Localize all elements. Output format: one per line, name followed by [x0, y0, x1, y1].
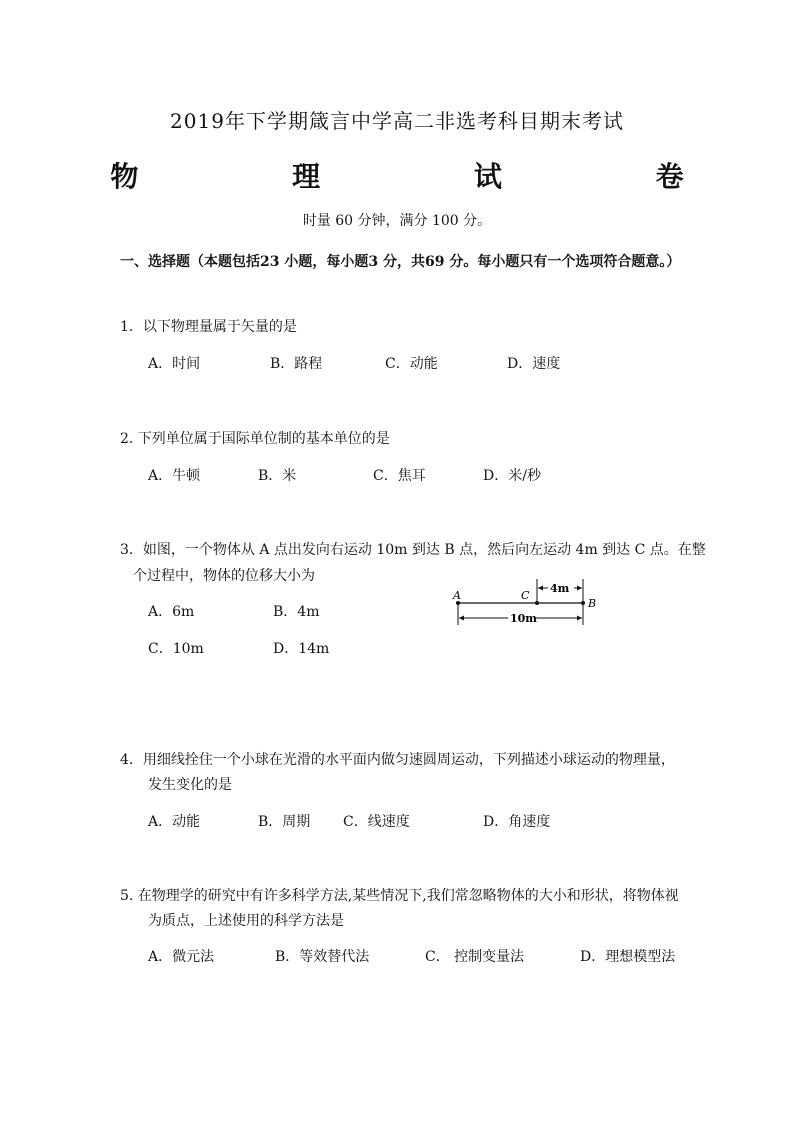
question-2-stem: 2. 下列单位属于国际单位制的基本单位的是: [120, 431, 390, 447]
question-3-stem-continued: 个过程中，物体的位移大小为: [133, 568, 315, 584]
question-4-option-c: C．线速度: [343, 814, 410, 830]
question-4-option-b: B．周期: [258, 814, 311, 830]
question-4-stem: 4．用细线拴住一个小球在光滑的水平面内做匀速圆周运动，下列描述小球运动的物理量，: [120, 752, 675, 768]
question-5-option-b: B．等效替代法: [275, 949, 370, 965]
question-1-option-c: C．动能: [385, 356, 438, 372]
question-2-option-b: B．米: [258, 468, 297, 484]
question-5-stem: 5. 在物理学的研究中有许多科学方法,某些情况下,我们常忽略物体的大小和形状，将物体视: [120, 888, 679, 904]
displacement-figure: [450, 575, 600, 630]
question-2-option-d: D．米/秒: [483, 468, 541, 484]
section-heading: 一、选择题（本题包括23 小题，每小题3 分，共69 分。每小题只有一个选项符合题意。）: [120, 254, 681, 270]
question-2-option-a: A．牛顿: [148, 468, 201, 484]
question-3-option-b: B．4m: [273, 604, 320, 620]
dim-4m-arrowhead-left: [538, 586, 543, 591]
label-10m: 10m: [510, 612, 537, 625]
question-3-option-c: C．10m: [148, 641, 204, 657]
question-3-stem: 3．如图，一个物体从 A 点出发向右运动 10m 到达 B 点，然后向左运动 4m 到达 C 点。在整: [120, 542, 706, 558]
exam-title: 2019年下学期箴言中学高二非选考科目期末考试: [170, 109, 624, 133]
question-5-option-a: A．微元法: [148, 949, 215, 965]
question-1-option-a: A．时间: [148, 356, 201, 372]
question-4-option-a: A．动能: [148, 814, 201, 830]
question-5-option-c: C． 控制变量法: [425, 949, 525, 965]
question-1-option-b: B．路程: [270, 356, 323, 372]
question-3-option-a: A．6m: [148, 604, 195, 620]
question-2-option-c: C．焦耳: [373, 468, 426, 484]
question-5-stem-continued: 为质点，上述使用的科学方法是: [148, 913, 344, 929]
point-b: [581, 601, 585, 605]
question-4-stem-continued: 发生变化的是: [148, 777, 232, 793]
question-5-option-d: D．理想模型法: [580, 949, 676, 965]
label-a: A: [453, 589, 461, 602]
subject-title: 物 理 试 卷: [110, 160, 736, 193]
dim-4m-arrowhead-right: [577, 586, 582, 591]
question-4-option-d: D．角速度: [483, 814, 551, 830]
label-4m: 4m: [550, 582, 570, 595]
point-c: [535, 601, 539, 605]
dim-10m-arrowhead-left: [459, 616, 464, 621]
exam-info: 时量 60 分钟，满分 100 分。: [302, 213, 492, 229]
question-1-stem: 1．以下物理量属于矢量的是: [120, 319, 297, 335]
question-3-option-d: D．14m: [273, 641, 330, 657]
label-b: B: [588, 597, 597, 610]
dim-10m-arrowhead-right: [577, 616, 582, 621]
question-1-option-d: D．速度: [507, 356, 561, 372]
label-c: C: [521, 589, 530, 602]
